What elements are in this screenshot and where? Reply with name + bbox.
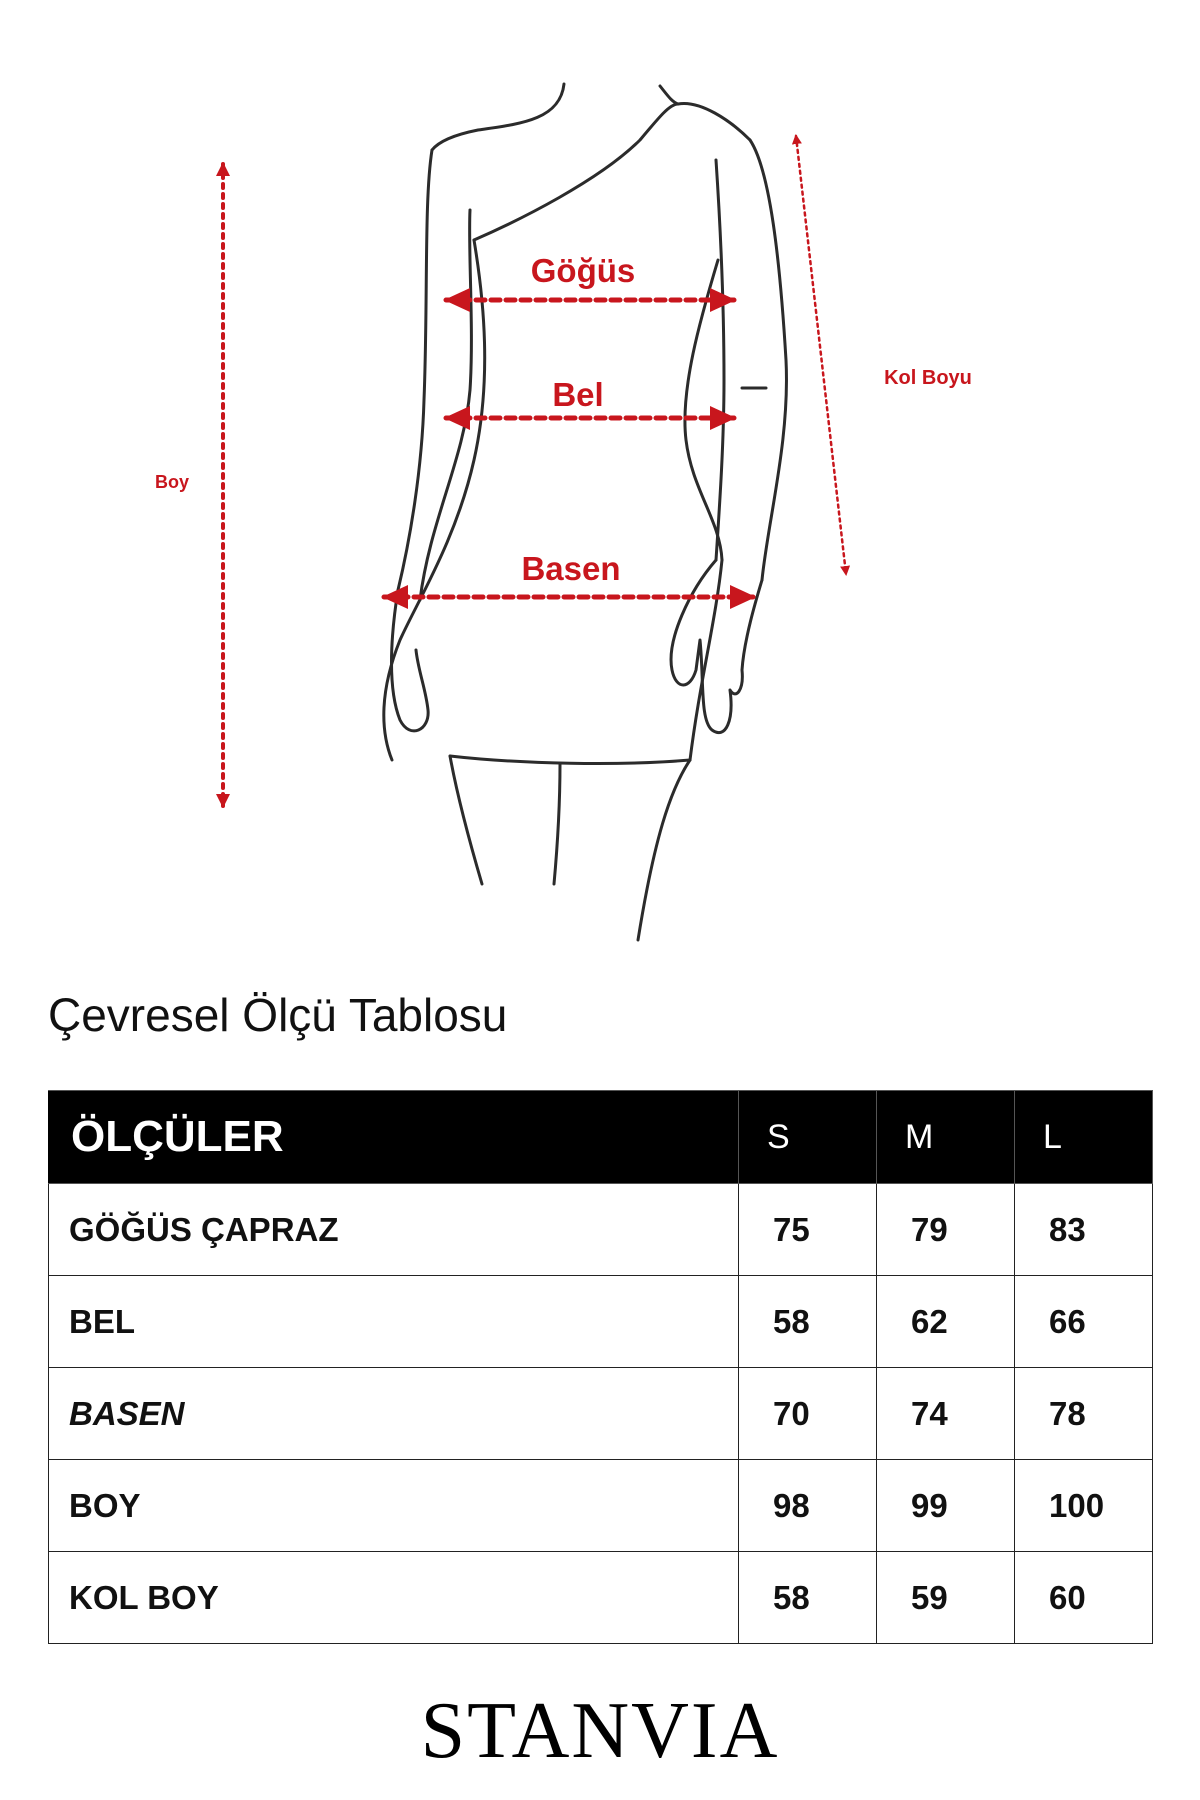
cell-value: 58: [739, 1552, 877, 1644]
cell-value: 78: [1015, 1368, 1153, 1460]
brand-logo: STANVIA: [420, 1687, 780, 1775]
cell-value: 59: [877, 1552, 1015, 1644]
row-label-hip: BASEN: [49, 1368, 739, 1460]
table-row: [49, 1552, 1153, 1644]
row-label-waist: BEL: [49, 1276, 739, 1368]
header-size-s: S: [739, 1091, 877, 1184]
length-label: Boy: [154, 472, 190, 492]
header-measurements: ÖLÇÜLER: [49, 1091, 739, 1184]
row-label-length: BOY: [49, 1460, 739, 1552]
page-title: Çevresel Ölçü Tablosu: [48, 989, 508, 1041]
cell-value: 83: [1015, 1184, 1153, 1276]
row-label-chest: GÖĞÜS ÇAPRAZ: [49, 1184, 739, 1276]
cell-value: 79: [877, 1184, 1015, 1276]
sleeve-label: Kol Boyu: [884, 367, 972, 389]
cell-value: 100: [1015, 1460, 1153, 1552]
cell-value: 75: [739, 1184, 877, 1276]
header-size-l: L: [1015, 1091, 1153, 1184]
table-row: [49, 1276, 1153, 1368]
measurement-arrows: [223, 136, 846, 806]
cell-value: 62: [877, 1276, 1015, 1368]
table-row: [49, 1368, 1153, 1460]
header-size-m: M: [877, 1091, 1015, 1184]
waist-label: Bel: [552, 376, 604, 413]
table-row: [49, 1460, 1153, 1552]
cell-value: 60: [1015, 1552, 1153, 1644]
cell-value: 74: [877, 1368, 1015, 1460]
chest-label: Göğüs: [530, 252, 636, 289]
cell-value: 99: [877, 1460, 1015, 1552]
cell-value: 66: [1015, 1276, 1153, 1368]
cell-value: 70: [739, 1368, 877, 1460]
cell-value: 98: [739, 1460, 877, 1552]
cell-value: 58: [739, 1276, 877, 1368]
measurement-labels: [155, 252, 972, 587]
hip-label: Basen: [521, 550, 621, 587]
body-outline: [384, 84, 787, 940]
sleeve-arrow: [796, 136, 846, 574]
row-label-sleeve: KOL BOY: [49, 1552, 739, 1644]
table-header-row: [49, 1091, 1153, 1184]
size-chart-table: [48, 1090, 1153, 1644]
table-row: [49, 1184, 1153, 1276]
